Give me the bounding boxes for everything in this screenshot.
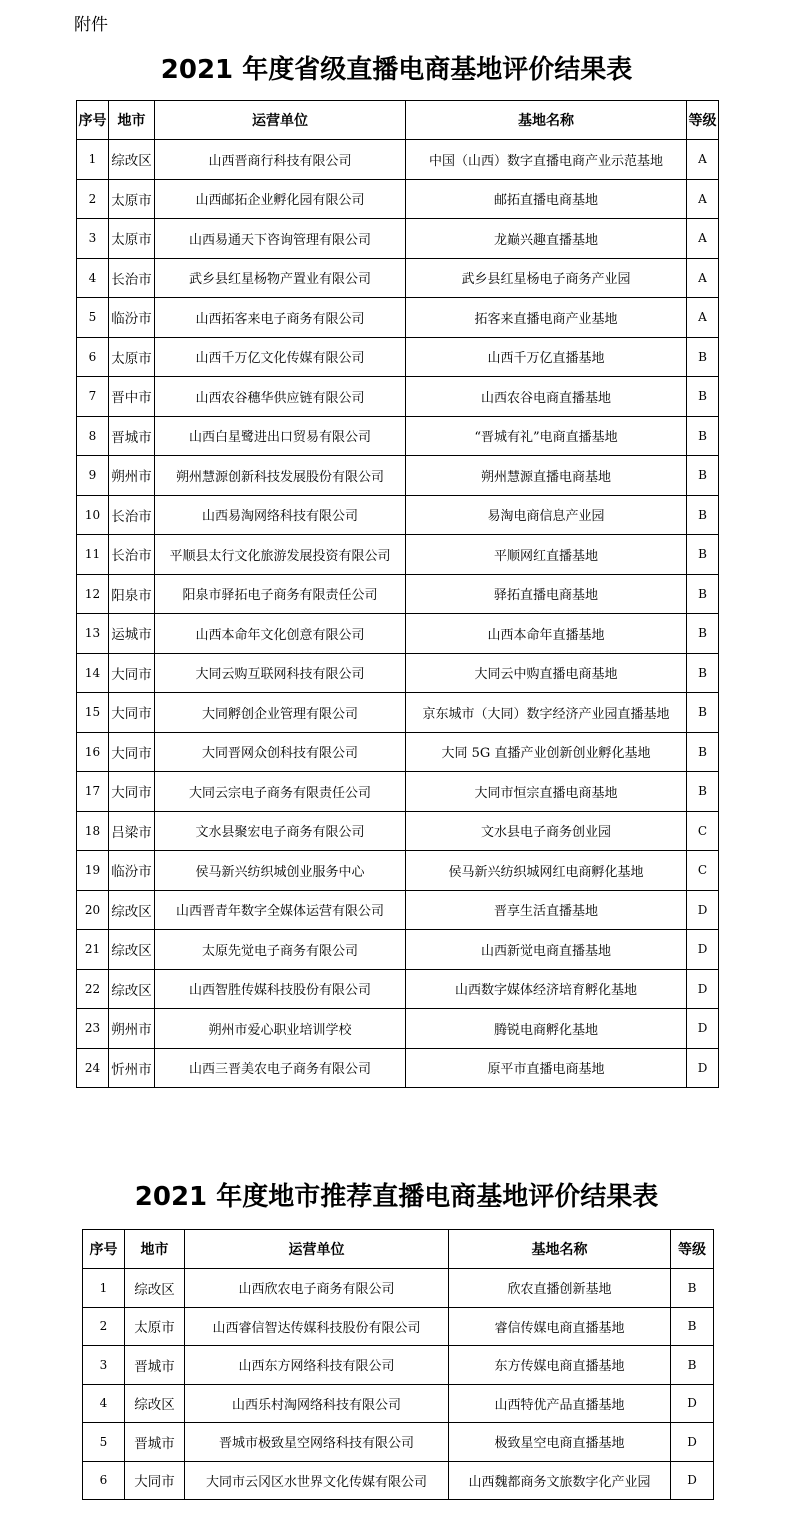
cell-base: 大同市恒宗直播电商基地 <box>406 772 687 812</box>
cell-city: 临汾市 <box>109 298 155 338</box>
cell-grade: B <box>687 653 719 693</box>
cell-base: 山西农谷电商直播基地 <box>406 377 687 417</box>
table-row <box>77 772 719 812</box>
cell-no: 18 <box>77 811 109 851</box>
cell-unit: 平顺县太行文化旅游发展投资有限公司 <box>155 535 406 575</box>
cell-base: 睿信传媒电商直播基地 <box>449 1307 671 1346</box>
cell-unit: 山西千万亿文化传媒有限公司 <box>155 337 406 377</box>
table-row <box>77 258 719 298</box>
cell-unit: 大同市云冈区水世界文化传媒有限公司 <box>185 1461 449 1500</box>
cell-grade: B <box>671 1269 714 1308</box>
cell-city: 综改区 <box>125 1269 185 1308</box>
table-row <box>77 416 719 456</box>
header-base: 基地名称 <box>406 101 687 140</box>
cell-grade: B <box>687 456 719 496</box>
table-row <box>77 535 719 575</box>
cell-base: 山西新觉电商直播基地 <box>406 930 687 970</box>
cell-grade: B <box>687 693 719 733</box>
cell-unit: 武乡县红星杨物产置业有限公司 <box>155 258 406 298</box>
cell-base: 原平市直播电商基地 <box>406 1048 687 1088</box>
cell-base: 朔州慧源直播电商基地 <box>406 456 687 496</box>
header-no: 序号 <box>83 1230 125 1269</box>
cell-grade: B <box>687 377 719 417</box>
cell-unit: 山西晋商行科技有限公司 <box>155 140 406 180</box>
cell-base: 侯马新兴纺织城网红电商孵化基地 <box>406 851 687 891</box>
table2-body <box>83 1269 714 1500</box>
cell-city: 朔州市 <box>109 456 155 496</box>
cell-unit: 文水县聚宏电子商务有限公司 <box>155 811 406 851</box>
header-base: 基地名称 <box>449 1230 671 1269</box>
cell-base: 大同 5G 直播产业创新创业孵化基地 <box>406 732 687 772</box>
table-row <box>83 1346 714 1385</box>
cell-unit: 阳泉市驿拓电子商务有限责任公司 <box>155 574 406 614</box>
table-row <box>77 930 719 970</box>
cell-unit: 晋城市极致星空网络科技有限公司 <box>185 1423 449 1462</box>
cell-grade: D <box>687 1009 719 1049</box>
table-row <box>83 1384 714 1423</box>
cell-no: 2 <box>83 1307 125 1346</box>
table-row <box>83 1423 714 1462</box>
cell-unit: 大同云购互联网科技有限公司 <box>155 653 406 693</box>
cell-base: 晋享生活直播基地 <box>406 890 687 930</box>
cell-grade: B <box>687 416 719 456</box>
cell-city: 大同市 <box>125 1461 185 1500</box>
cell-unit: 侯马新兴纺织城创业服务中心 <box>155 851 406 891</box>
cell-no: 23 <box>77 1009 109 1049</box>
cell-city: 大同市 <box>109 653 155 693</box>
provincial-results-table <box>76 100 719 1088</box>
cell-base: “晋城有礼”电商直播基地 <box>406 416 687 456</box>
cell-city: 综改区 <box>109 969 155 1009</box>
table-row <box>77 377 719 417</box>
table-row <box>83 1269 714 1308</box>
table-row <box>77 693 719 733</box>
cell-base: 东方传媒电商直播基地 <box>449 1346 671 1385</box>
cell-grade: B <box>687 535 719 575</box>
cell-unit: 山西欣农电子商务有限公司 <box>185 1269 449 1308</box>
table-header-row <box>77 101 719 140</box>
table-row <box>77 574 719 614</box>
cell-no: 2 <box>77 179 109 219</box>
cell-city: 晋中市 <box>109 377 155 417</box>
cell-city: 晋城市 <box>125 1346 185 1385</box>
table-row <box>77 1048 719 1088</box>
cell-base: 山西数字媒体经济培育孵化基地 <box>406 969 687 1009</box>
table-row <box>77 298 719 338</box>
cell-grade: A <box>687 258 719 298</box>
cell-grade: B <box>687 337 719 377</box>
cell-grade: B <box>687 495 719 535</box>
header-grade: 等级 <box>671 1230 714 1269</box>
cell-grade: C <box>687 851 719 891</box>
cell-grade: A <box>687 298 719 338</box>
cell-city: 大同市 <box>109 693 155 733</box>
cell-city: 综改区 <box>109 890 155 930</box>
cell-no: 3 <box>83 1346 125 1385</box>
table-row <box>77 179 719 219</box>
cell-grade: D <box>687 930 719 970</box>
table-row <box>77 890 719 930</box>
cell-grade: D <box>687 1048 719 1088</box>
header-unit: 运营单位 <box>185 1230 449 1269</box>
cell-no: 3 <box>77 219 109 259</box>
cell-base: 京东城市（大同）数字经济产业园直播基地 <box>406 693 687 733</box>
cell-base: 驿拓直播电商基地 <box>406 574 687 614</box>
city-recommended-results-table <box>82 1229 714 1500</box>
table1-title: 2021 年度省级直播电商基地评价结果表 <box>160 55 633 85</box>
cell-base: 武乡县红星杨电子商务产业园 <box>406 258 687 298</box>
cell-no: 15 <box>77 693 109 733</box>
attachment-label: 附件 <box>74 15 108 35</box>
cell-base: 腾锐电商孵化基地 <box>406 1009 687 1049</box>
cell-unit: 山西农谷穗华供应链有限公司 <box>155 377 406 417</box>
cell-unit: 大同晋网众创科技有限公司 <box>155 732 406 772</box>
cell-no: 6 <box>83 1461 125 1500</box>
cell-unit: 朔州市爱心职业培训学校 <box>155 1009 406 1049</box>
cell-base: 山西特优产品直播基地 <box>449 1384 671 1423</box>
cell-grade: D <box>671 1423 714 1462</box>
cell-base: 山西千万亿直播基地 <box>406 337 687 377</box>
table-row <box>77 653 719 693</box>
header-city: 地市 <box>109 101 155 140</box>
cell-base: 平顺网红直播基地 <box>406 535 687 575</box>
header-grade: 等级 <box>687 101 719 140</box>
cell-city: 大同市 <box>109 772 155 812</box>
cell-no: 19 <box>77 851 109 891</box>
cell-city: 运城市 <box>109 614 155 654</box>
cell-grade: C <box>687 811 719 851</box>
table1-body <box>77 140 719 1088</box>
cell-grade: B <box>687 614 719 654</box>
cell-unit: 山西拓客来电子商务有限公司 <box>155 298 406 338</box>
table-row <box>77 1009 719 1049</box>
cell-unit: 山西乐村淘网络科技有限公司 <box>185 1384 449 1423</box>
cell-city: 太原市 <box>109 179 155 219</box>
cell-unit: 山西白星鹭进出口贸易有限公司 <box>155 416 406 456</box>
cell-grade: B <box>687 772 719 812</box>
cell-no: 1 <box>83 1269 125 1308</box>
cell-unit: 山西易淘网络科技有限公司 <box>155 495 406 535</box>
cell-base: 邮拓直播电商基地 <box>406 179 687 219</box>
cell-grade: B <box>687 574 719 614</box>
cell-unit: 大同云宗电子商务有限责任公司 <box>155 772 406 812</box>
cell-unit: 山西东方网络科技有限公司 <box>185 1346 449 1385</box>
cell-grade: B <box>671 1346 714 1385</box>
cell-grade: A <box>687 179 719 219</box>
cell-grade: D <box>687 890 719 930</box>
cell-no: 16 <box>77 732 109 772</box>
table-row <box>77 456 719 496</box>
cell-no: 5 <box>83 1423 125 1462</box>
table-row <box>77 495 719 535</box>
cell-no: 10 <box>77 495 109 535</box>
header-no: 序号 <box>77 101 109 140</box>
cell-city: 综改区 <box>109 140 155 180</box>
cell-unit: 山西邮拓企业孵化园有限公司 <box>155 179 406 219</box>
cell-city: 太原市 <box>109 219 155 259</box>
table-row <box>77 811 719 851</box>
table-row <box>77 337 719 377</box>
cell-no: 22 <box>77 969 109 1009</box>
cell-no: 9 <box>77 456 109 496</box>
cell-city: 大同市 <box>109 732 155 772</box>
cell-city: 吕梁市 <box>109 811 155 851</box>
cell-base: 龙巅兴趣直播基地 <box>406 219 687 259</box>
cell-base: 欣农直播创新基地 <box>449 1269 671 1308</box>
cell-unit: 山西智胜传媒科技股份有限公司 <box>155 969 406 1009</box>
table-row <box>83 1461 714 1500</box>
cell-grade: A <box>687 219 719 259</box>
cell-no: 24 <box>77 1048 109 1088</box>
table-row <box>77 851 719 891</box>
cell-city: 太原市 <box>109 337 155 377</box>
cell-city: 忻州市 <box>109 1048 155 1088</box>
cell-base: 山西本命年直播基地 <box>406 614 687 654</box>
cell-unit: 山西易通天下咨询管理有限公司 <box>155 219 406 259</box>
cell-city: 综改区 <box>109 930 155 970</box>
cell-unit: 大同孵创企业管理有限公司 <box>155 693 406 733</box>
cell-no: 14 <box>77 653 109 693</box>
cell-no: 13 <box>77 614 109 654</box>
cell-city: 阳泉市 <box>109 574 155 614</box>
cell-unit: 太原先觉电子商务有限公司 <box>155 930 406 970</box>
header-unit: 运营单位 <box>155 101 406 140</box>
cell-city: 长治市 <box>109 535 155 575</box>
cell-grade: D <box>671 1384 714 1423</box>
cell-base: 极致星空电商直播基地 <box>449 1423 671 1462</box>
cell-no: 12 <box>77 574 109 614</box>
cell-grade: A <box>687 140 719 180</box>
cell-no: 8 <box>77 416 109 456</box>
cell-unit: 朔州慧源创新科技发展股份有限公司 <box>155 456 406 496</box>
cell-no: 6 <box>77 337 109 377</box>
cell-city: 晋城市 <box>125 1423 185 1462</box>
cell-no: 17 <box>77 772 109 812</box>
cell-unit: 山西三晋美农电子商务有限公司 <box>155 1048 406 1088</box>
cell-no: 1 <box>77 140 109 180</box>
table-row <box>77 969 719 1009</box>
cell-unit: 山西睿信智达传媒科技股份有限公司 <box>185 1307 449 1346</box>
table-header-row <box>83 1230 714 1269</box>
cell-base: 山西魏都商务文旅数字化产业园 <box>449 1461 671 1500</box>
cell-no: 20 <box>77 890 109 930</box>
cell-base: 大同云中购直播电商基地 <box>406 653 687 693</box>
cell-base: 文水县电子商务创业园 <box>406 811 687 851</box>
table-row <box>77 140 719 180</box>
cell-no: 4 <box>77 258 109 298</box>
cell-grade: B <box>671 1307 714 1346</box>
cell-unit: 山西晋青年数字全媒体运营有限公司 <box>155 890 406 930</box>
cell-unit: 山西本命年文化创意有限公司 <box>155 614 406 654</box>
cell-base: 拓客来直播电商产业基地 <box>406 298 687 338</box>
cell-city: 综改区 <box>125 1384 185 1423</box>
cell-grade: D <box>687 969 719 1009</box>
cell-no: 11 <box>77 535 109 575</box>
cell-no: 7 <box>77 377 109 417</box>
table-row <box>77 732 719 772</box>
table-row <box>77 614 719 654</box>
cell-city: 长治市 <box>109 495 155 535</box>
cell-base: 易淘电商信息产业园 <box>406 495 687 535</box>
cell-city: 长治市 <box>109 258 155 298</box>
cell-base: 中国（山西）数字直播电商产业示范基地 <box>406 140 687 180</box>
cell-no: 4 <box>83 1384 125 1423</box>
table-row <box>83 1307 714 1346</box>
cell-grade: B <box>687 732 719 772</box>
cell-no: 21 <box>77 930 109 970</box>
cell-city: 临汾市 <box>109 851 155 891</box>
header-city: 地市 <box>125 1230 185 1269</box>
cell-no: 5 <box>77 298 109 338</box>
cell-city: 朔州市 <box>109 1009 155 1049</box>
cell-city: 晋城市 <box>109 416 155 456</box>
table-row <box>77 219 719 259</box>
table2-title: 2021 年度地市推荐直播电商基地评价结果表 <box>134 1182 659 1212</box>
cell-grade: D <box>671 1461 714 1500</box>
cell-city: 太原市 <box>125 1307 185 1346</box>
